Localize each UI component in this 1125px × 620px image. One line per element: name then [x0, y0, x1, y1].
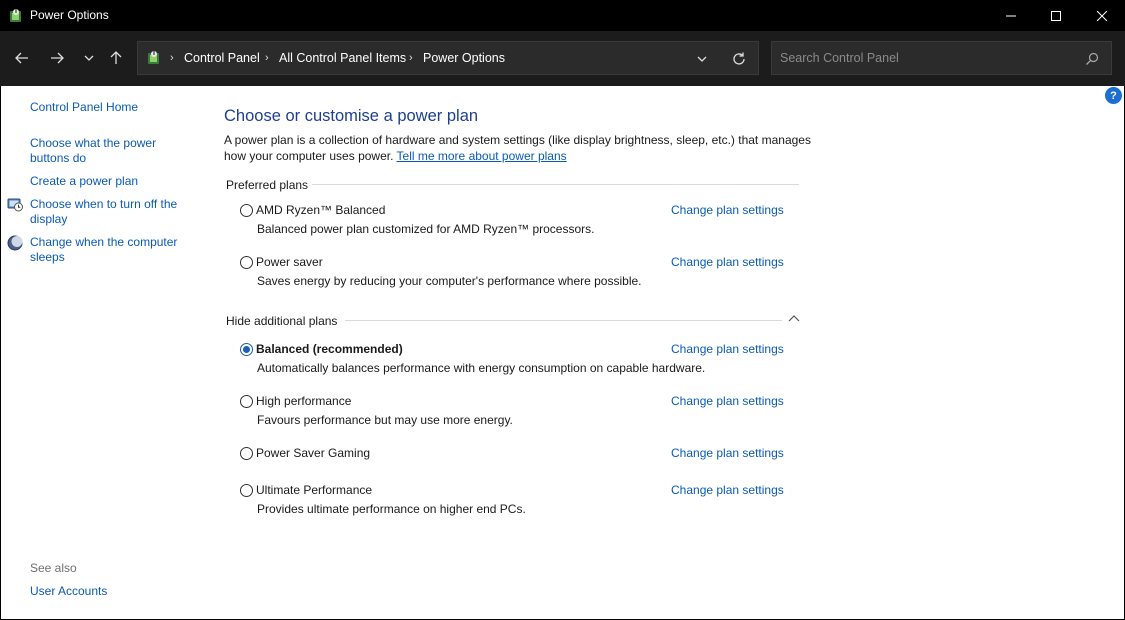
address-bar[interactable] [137, 41, 759, 75]
close-button[interactable] [1079, 0, 1125, 31]
link-line: Choose what the power [30, 136, 157, 150]
refresh-icon[interactable] [730, 50, 748, 68]
computer-sleeps-link[interactable] [30, 235, 177, 265]
change-plan-settings-link[interactable]: Change plan settings [671, 255, 784, 269]
change-plan-settings-link[interactable]: Change plan settings [671, 342, 784, 356]
minimize-icon [1006, 11, 1016, 21]
choose-power-buttons-link[interactable] [30, 136, 156, 166]
plan-name[interactable]: Balanced (recommended) [256, 342, 403, 356]
moon-icon [7, 235, 23, 251]
tell-me-more-link[interactable]: Tell me more about power plans [396, 148, 567, 163]
display-clock-icon [7, 196, 23, 212]
radio-balanced-recommended[interactable] [240, 343, 253, 356]
breadcrumb-power-options[interactable]: Power Options [423, 51, 505, 65]
recent-locations-button[interactable] [76, 44, 102, 72]
plan-description: Saves energy by reducing your computer's performance where possible. [257, 274, 642, 288]
up-button[interactable] [103, 44, 129, 72]
radio-ultimate-performance[interactable] [240, 484, 253, 497]
help-icon: ? [1110, 89, 1117, 102]
change-plan-settings-link[interactable]: Change plan settings [671, 446, 784, 460]
back-button[interactable] [9, 44, 35, 72]
forward-button[interactable] [44, 44, 70, 72]
plan-description: Provides ultimate performance on higher end PCs. [257, 502, 526, 516]
turn-off-display-link[interactable] [30, 197, 177, 227]
plan-description: Automatically balances performance with energy consumption on capable hardware. [257, 361, 706, 375]
control-panel-home-link[interactable]: Control Panel Home [30, 100, 139, 114]
plan-description: Balanced power plan customized for AMD Ryzen™ processors. [257, 222, 595, 236]
power-options-icon [8, 8, 24, 24]
plan-description: Favours performance but may use more energy. [257, 413, 513, 427]
intro-text [224, 133, 824, 164]
radio-high-performance[interactable] [240, 395, 253, 408]
user-accounts-link[interactable]: User Accounts [30, 584, 108, 598]
window-title: Power Options [30, 8, 109, 22]
breadcrumb-separator-icon: › [265, 52, 269, 64]
control-panel-icon [146, 50, 162, 66]
hide-additional-plans-label[interactable]: Hide additional plans [226, 314, 338, 328]
arrow-left-icon [15, 51, 29, 65]
chevron-down-icon[interactable] [694, 51, 710, 67]
plan-name[interactable]: Power Saver Gaming [256, 446, 371, 460]
plan-name[interactable]: AMD Ryzen™ Balanced [256, 203, 386, 217]
section-divider [312, 184, 799, 185]
plan-name[interactable]: Power saver [256, 255, 323, 269]
maximize-icon [1051, 11, 1061, 21]
arrow-right-icon [50, 51, 64, 65]
help-button[interactable] [1105, 87, 1122, 104]
preferred-plans-label: Preferred plans [226, 178, 309, 192]
maximize-button[interactable] [1033, 0, 1079, 31]
link-line: Change when the computer [30, 235, 178, 249]
radio-power-saver-gaming[interactable] [240, 447, 253, 460]
plan-name[interactable]: Ultimate Performance [256, 483, 373, 497]
link-line: buttons do [30, 151, 87, 165]
breadcrumb-separator-icon: › [409, 52, 413, 64]
breadcrumb-separator-icon: › [170, 52, 174, 64]
search-box[interactable] [771, 41, 1112, 75]
plan-name[interactable]: High performance [256, 394, 352, 408]
content-area [1, 86, 1124, 619]
page-title: Choose or customise a power plan [224, 107, 479, 125]
change-plan-settings-link[interactable]: Change plan settings [671, 394, 784, 408]
intro-description: A power plan is a collection of hardware and system settings (like display brightness, sleep, etc.) that manages how your computer uses power. [224, 133, 811, 163]
breadcrumb-all-items[interactable]: All Control Panel Items [279, 51, 407, 65]
change-plan-settings-link[interactable]: Change plan settings [671, 203, 784, 217]
radio-power-saver[interactable] [240, 256, 253, 269]
see-also-label: See also [30, 561, 77, 575]
minimize-button[interactable] [988, 0, 1034, 31]
link-line: Choose when to turn off the [30, 197, 178, 211]
change-plan-settings-link[interactable]: Change plan settings [671, 483, 784, 497]
chevron-down-icon [84, 53, 94, 63]
title-bar [0, 0, 1125, 31]
search-input[interactable] [772, 42, 1072, 74]
create-power-plan-link[interactable]: Create a power plan [30, 174, 139, 188]
chevron-up-icon[interactable] [788, 313, 800, 323]
radio-amd-ryzen-balanced[interactable] [240, 204, 253, 217]
breadcrumb-control-panel[interactable]: Control Panel [184, 51, 260, 65]
link-line: display [30, 212, 68, 226]
search-icon[interactable] [1084, 51, 1100, 67]
close-icon [1097, 11, 1107, 21]
arrow-up-icon [109, 51, 123, 65]
link-line: sleeps [30, 250, 65, 264]
navigation-bar [0, 31, 1125, 86]
section-divider [345, 320, 782, 321]
